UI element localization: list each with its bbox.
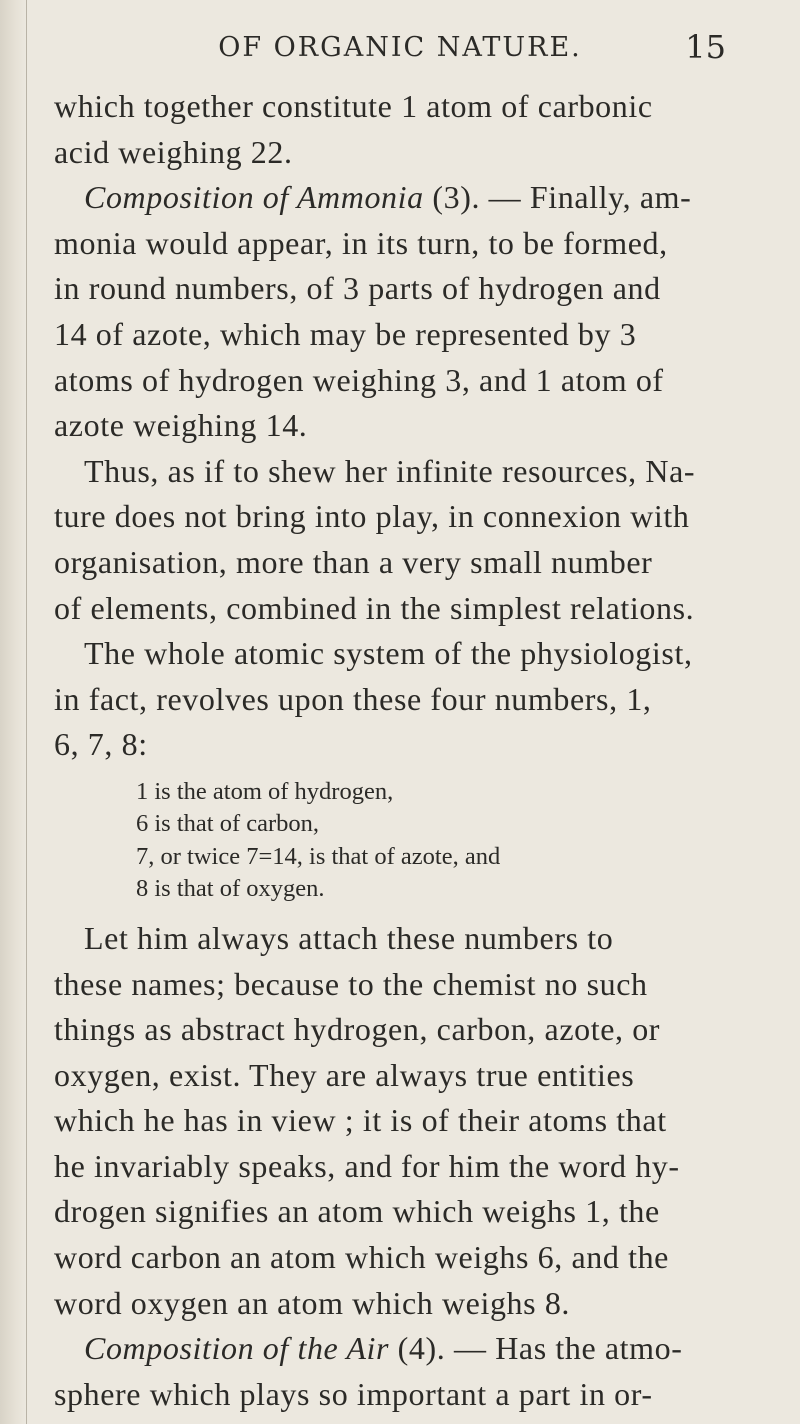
text-line: he invariably speaks, and for him the word hy- (54, 1147, 680, 1184)
text-line: Thus, as if to shew her infinite resources, Na- (84, 452, 696, 489)
atomic-number-list (54, 776, 754, 906)
list-item: 6 is that of carbon, (136, 810, 320, 838)
text-line: 6, 7, 8: (54, 726, 148, 763)
page-number: 15 (685, 28, 726, 66)
text-run: (3). — Finally, am- (423, 179, 692, 216)
text-line: atoms of hydrogen weighing 3, and 1 atom of (54, 361, 664, 398)
text-line: which he has in view ; it is of their atoms that (54, 1102, 667, 1139)
book-gutter (0, 0, 27, 1424)
text-line: sphere which plays so important a part in or- (54, 1375, 653, 1412)
section-heading-ammonia: Composition of Ammonia (84, 179, 424, 216)
text-line: which together constitute 1 atom of carbonic (54, 88, 653, 124)
text-line: word carbon an atom which weighs 6, and the (54, 1239, 669, 1276)
text-line: azote weighing 14. (54, 407, 308, 444)
text-line: monia would appear, in its turn, to be formed, (54, 224, 668, 261)
section-heading-air: Composition of the Air (84, 1330, 390, 1367)
list-item: 8 is that of oxygen. (136, 875, 325, 903)
text-line: ture does not bring into play, in connexion with (54, 498, 690, 535)
page-body (54, 84, 754, 1417)
paragraph-nature (54, 449, 754, 631)
text-line (54, 175, 754, 221)
paragraph-names (54, 916, 754, 1326)
text-line: 14 of azote, which may be represented by 3 (54, 315, 637, 352)
paragraph-1 (54, 84, 754, 175)
text-line: in round numbers, of 3 parts of hydrogen and (54, 270, 661, 307)
text-line: these names; because to the chemist no such (54, 965, 648, 1002)
text-line: of elements, combined in the simplest relations. (54, 589, 695, 626)
list-item: 1 is the atom of hydrogen, (136, 777, 394, 805)
text-line: The whole atomic system of the physiologist, (84, 635, 693, 672)
paragraph-atomic-system (54, 631, 754, 768)
text-line: organisation, more than a very small number (54, 543, 653, 580)
text-line: word oxygen an atom which weighs 8. (54, 1284, 571, 1321)
text-line (54, 1326, 754, 1372)
page-header (0, 18, 800, 78)
paragraph-ammonia (54, 175, 754, 449)
text-line: oxygen, exist. They are always true entities (54, 1056, 635, 1093)
text-line: in fact, revolves upon these four numbers, 1, (54, 680, 652, 717)
text-line: drogen signifies an atom which weighs 1, the (54, 1193, 660, 1230)
running-head: OF ORGANIC NATURE. (218, 32, 582, 63)
text-line: Let him always attach these numbers to (84, 919, 614, 956)
text-line: things as abstract hydrogen, carbon, azote, or (54, 1011, 661, 1048)
list-item: 7, or twice 7=14, is that of azote, and (136, 842, 501, 870)
paragraph-air (54, 1326, 754, 1417)
text-run: (4). — Has the atmo- (389, 1330, 683, 1367)
text-line: acid weighing 22. (54, 133, 293, 170)
